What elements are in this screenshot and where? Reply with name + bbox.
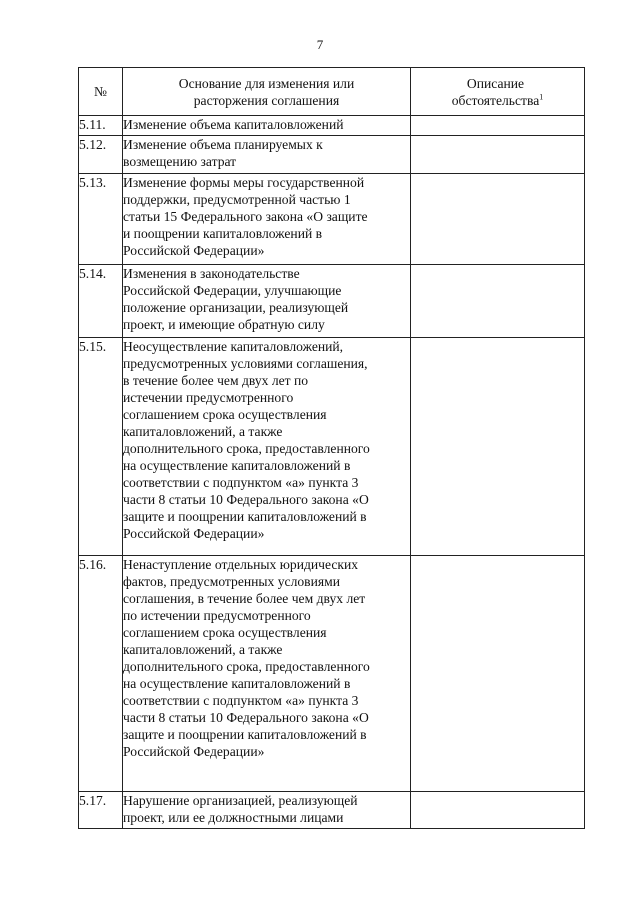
row-description: [411, 792, 585, 829]
row-number: 5.17.: [79, 792, 123, 829]
table-row: [79, 174, 585, 265]
row-basis: Неосуществление капиталовложений, предусмотренных условиями соглашения, в течение более чем двух лет по истечении предусмотренного соглашением срока осуществления капиталовложений, а также дополнительного срока, предоставленного на осуществление капиталовложений в соответствии с подпунктом «а» пункта 3 части 8 статьи 10 Федерального закона «О защите и поощрении капиталовложений в Российской Федерации»: [123, 338, 411, 556]
row-basis: Изменения в законодательстве Российской Федерации, улучшающие положение организации, реализующей проект, и имеющие обратную силу: [123, 265, 411, 338]
row-basis: Нарушение организацией, реализующей проект, или ее должностными лицами: [123, 792, 411, 829]
header-description-label: Описание обстоятельства: [451, 75, 540, 108]
table-header-row: [79, 68, 585, 116]
row-number: 5.16.: [79, 556, 123, 792]
row-description: [411, 116, 585, 136]
table-row: [79, 116, 585, 136]
row-number: 5.12.: [79, 136, 123, 174]
header-basis-label: Основание для изменения или расторжения соглашения: [178, 75, 355, 108]
header-description: [411, 68, 585, 116]
table-row: [79, 338, 585, 556]
row-description: [411, 338, 585, 556]
row-number: 5.14.: [79, 265, 123, 338]
row-number: 5.15.: [79, 338, 123, 556]
header-number: [79, 68, 123, 116]
table-row: [79, 265, 585, 338]
row-number: 5.13.: [79, 174, 123, 265]
row-basis: Изменение объема планируемых к возмещению затрат: [123, 136, 411, 174]
page-number: 7: [316, 37, 324, 52]
row-number: 5.11.: [79, 116, 123, 136]
footnote-marker: 1: [539, 91, 544, 101]
table-row: [79, 792, 585, 829]
row-basis: Ненаступление отдельных юридических фактов, предусмотренных условиями соглашения, в течение более чем двух лет по истечении предусмотренного соглашением срока осуществления капиталовложений, а также дополнительного срока, предоставленного на осуществление капиталовложений в соответствии с подпунктом «а» пункта 3 части 8 статьи 10 Федерального закона «О защите и поощрении капиталовложений в Российской Федерации»: [123, 556, 411, 792]
header-basis: [123, 68, 411, 116]
header-number-label: №: [94, 84, 107, 99]
row-description: [411, 265, 585, 338]
row-description: [411, 556, 585, 792]
row-description: [411, 136, 585, 174]
grounds-table: [78, 67, 585, 829]
row-description: [411, 174, 585, 265]
row-basis: Изменение объема капиталовложений: [123, 116, 411, 136]
table-row: [79, 136, 585, 174]
table-row: [79, 556, 585, 792]
row-basis: Изменение формы меры государственной поддержки, предусмотренной частью 1 статьи 15 Федерального закона «О защите и поощрении капиталовложений в Российской Федерации»: [123, 174, 411, 265]
